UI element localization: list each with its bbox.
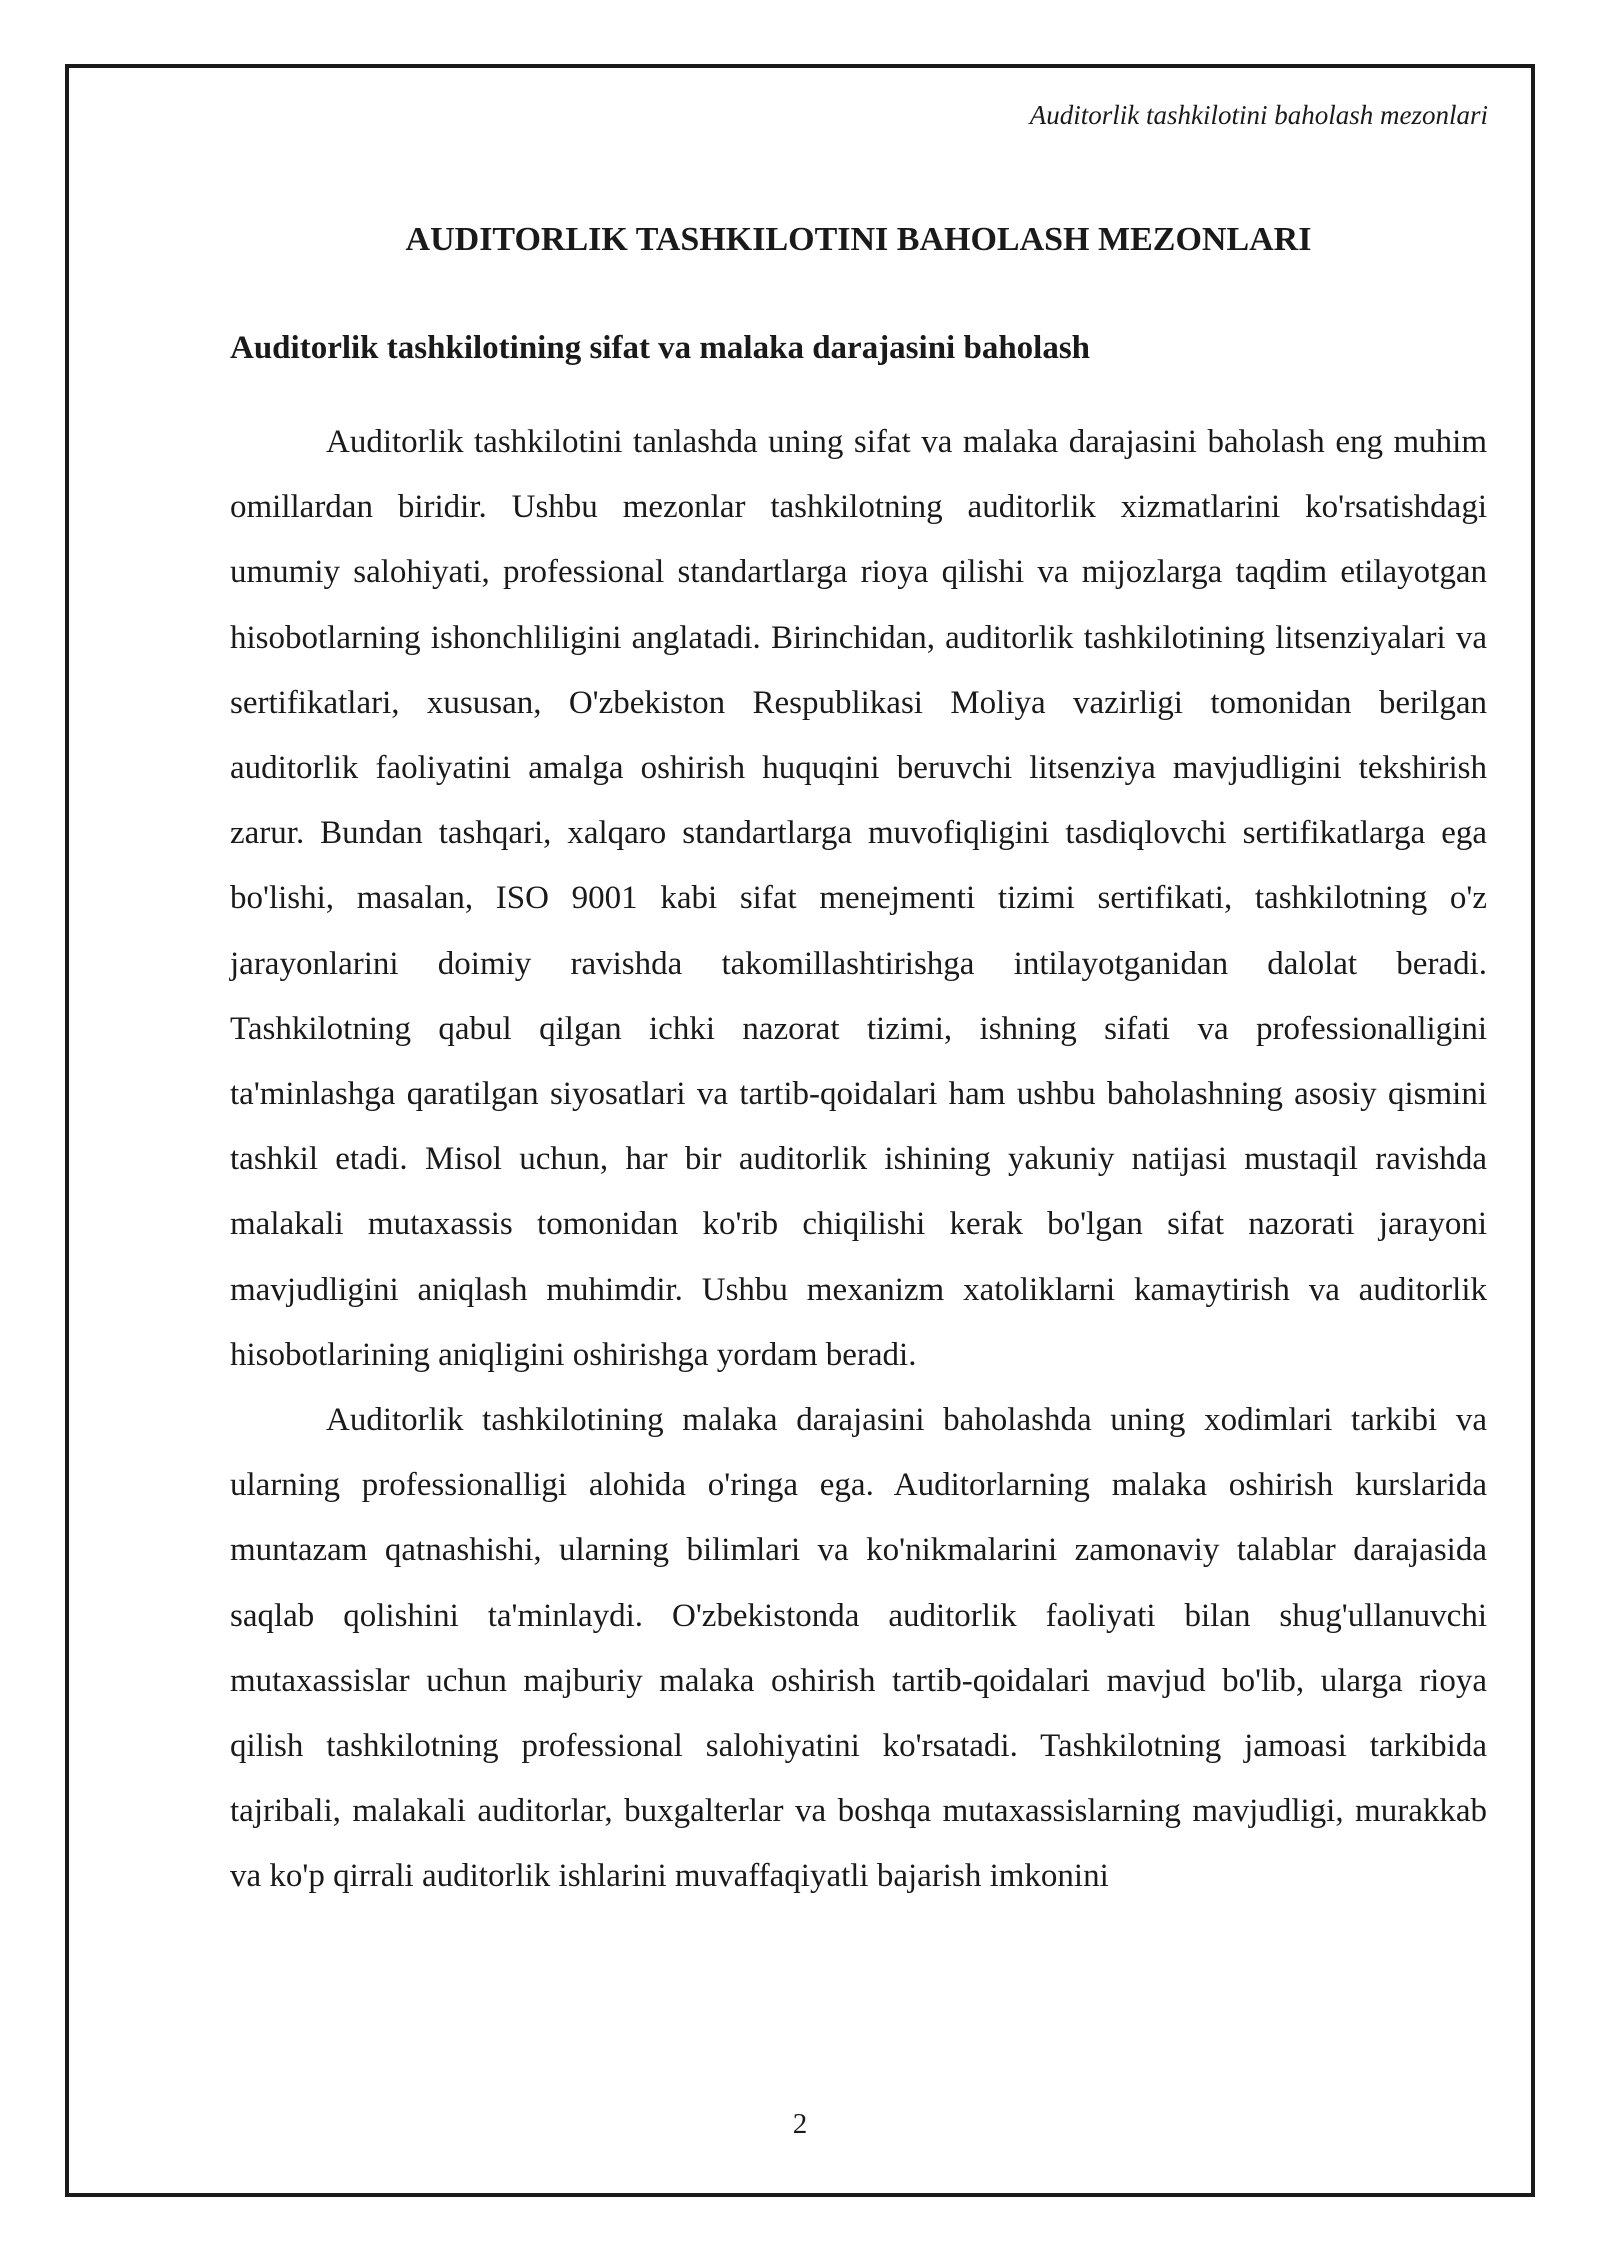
section-heading: Auditorlik tashkilotining sifat va malaka darajasini baholash <box>230 330 1091 366</box>
document-title: AUDITORLIK TASHKILOTINI BAHOLASH MEZONLARI <box>405 221 1312 258</box>
body-text <box>230 410 1487 1910</box>
running-header: Auditorlik tashkilotini baholash mezonlari <box>1029 100 1488 130</box>
paragraph-1: Auditorlik tashkilotini tanlashda uning sifat va malaka darajasini baholash eng muhim omillardan biridir. Ushbu mezonlar tashkilotning auditorlik xizmatlarini ko'rsatishdagi umumiy salohiyati, professional standartlarga rioya qilishi va mijozlarga taqdim etilayotgan hisobotlarning ishonchliligini anglatadi. Birinchidan, auditorlik tashkilotining litsenziyalari va sertifikatlari, xususan, O'zbekiston Respublikasi Moliya vazirligi tomonidan berilgan auditorlik faoliyatini amalga oshirish huquqini beruvchi litsenziya mavjudligini tekshirish zarur. Bundan tashqari, xalqaro standartlarga muvofiqligini tasdiqlovchi sertifikatlarga ega bo'lishi, masalan, ISO 9001 kabi sifat menejmenti tizimi sertifikati, tashkilotning o'z jarayonlarini doimiy ravishda takomillashtirishga intilayotganidan dalolat beradi. Tashkilotning qabul qilgan ichki nazorat tizimi, ishning sifati va professionalligini ta'minlashga qaratilgan siyosatlari va tartib-qoidalari ham ushbu baholashning asosiy qismini tashkil etadi. Misol uchun, har bir auditorlik ishining yakuniy natijasi mustaqil ravishda malakali mutaxassis tomonidan ko'rib chiqilishi kerak bo'lgan sifat nazorati jarayoni mavjudligini aniqlash muhimdir. Ushbu mexanizm xatoliklarni kamaytirish va auditorlik hisobotlarining aniqligini oshirishga yordam beradi. <box>230 424 1487 1373</box>
paragraph-2: Auditorlik tashkilotining malaka darajasini baholashda uning xodimlari tarkibi va ularning professionalligi alohida o'ringa ega. Auditorlarning malaka oshirish kurslarida muntazam qatnashishi, ularning bilimlari va ko'nikmalarini zamonaviy talablar darajasida saqlab qolishini ta'minlaydi. O'zbekistonda auditorlik faoliyati bilan shug'ullanuvchi mutaxassislar uchun majburiy malaka oshirish tartib-qoidalari mavjud bo'lib, ularga rioya qilish tashkilotning professional salohiyatini ko'rsatadi. Tashkilotning jamoasi tarkibida tajribali, malakali auditorlar, buxgalterlar va boshqa mutaxassislarning mavjudligi, murakkab va ko'p qirrali auditorlik ishlarini muvaffaqiyatli bajarish imkonini <box>230 1402 1487 1895</box>
page-number: 2 <box>792 2108 808 2140</box>
